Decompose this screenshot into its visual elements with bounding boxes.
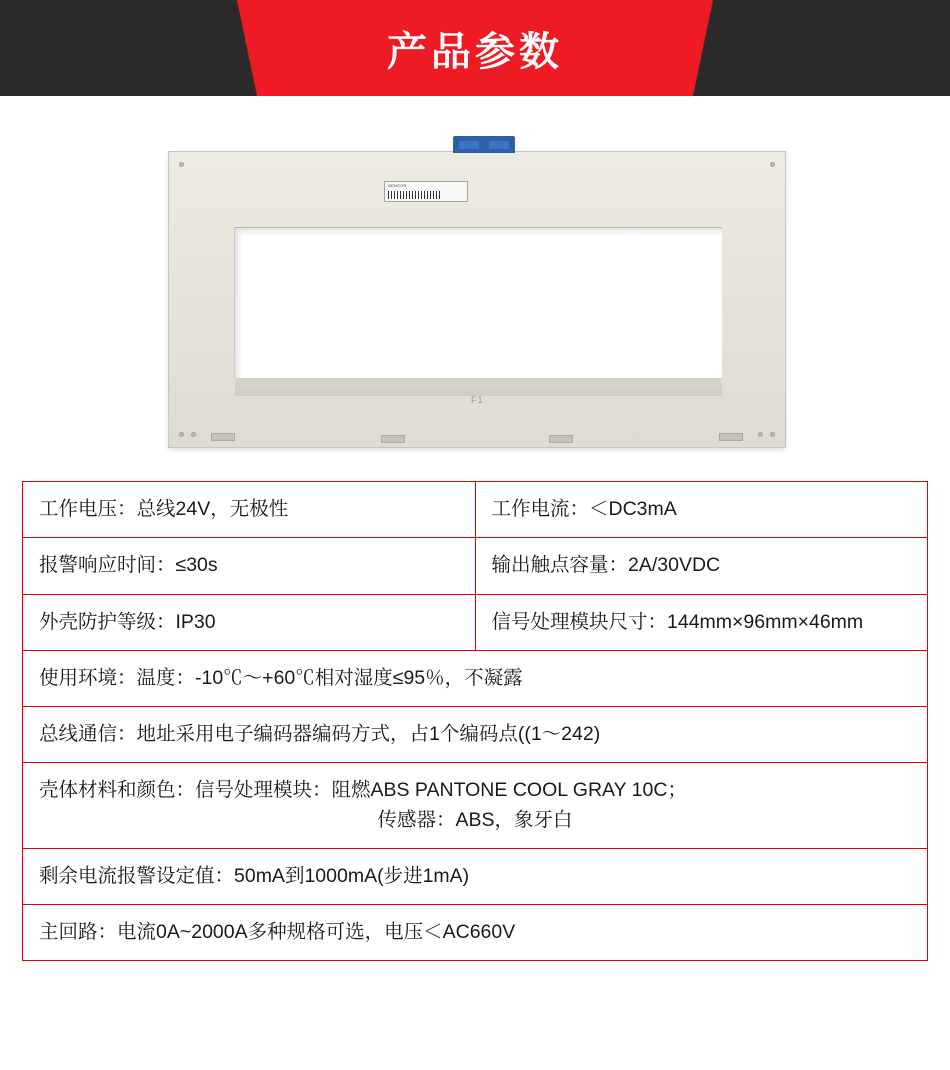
- table-row: [23, 848, 928, 904]
- label-plate-text: SENSOR: [388, 183, 407, 188]
- specifications-table: [22, 481, 928, 961]
- barcode-icon: [388, 191, 440, 199]
- product-label-plate: [384, 181, 468, 202]
- spec-cell-main-circuit: 主回路：电流0A~2000A多种规格可选，电压＜AC660V: [23, 905, 928, 961]
- spec-cell-working-current: 工作电流：＜DC3mA: [475, 482, 928, 538]
- mounting-foot: [381, 435, 405, 443]
- table-row: [23, 763, 928, 849]
- fl-marking: F1: [471, 395, 484, 405]
- table-row: [23, 538, 928, 594]
- screw-icon: [179, 432, 184, 437]
- product-image-rectangular-ct: [168, 151, 786, 448]
- spec-cell-residual-current-alarm-setting: 剩余电流报警设定值：50mA到1000mA(步进1mA): [23, 848, 928, 904]
- screw-icon: [191, 432, 196, 437]
- spec-cell-operating-environment: 使用环境：温度：-10℃～+60℃相对湿度≤95％，不凝露: [23, 650, 928, 706]
- table-row: [23, 707, 928, 763]
- spec-cell-bus-communication: 总线通信：地址采用电子编码器编码方式，占1个编码点((1～242): [23, 707, 928, 763]
- terminal-connector-icon: [453, 136, 515, 153]
- table-row: [23, 482, 928, 538]
- mounting-foot: [719, 433, 743, 441]
- spec-cell-alarm-response-time: 报警响应时间：≤30s: [23, 538, 476, 594]
- spec-cell-housing-material-color: [23, 763, 928, 849]
- spec-cell-module-dimensions: 信号处理模块尺寸：144mm×96mm×46mm: [475, 594, 928, 650]
- ct-aperture-bottom-edge: [235, 378, 722, 396]
- specifications-section: [22, 481, 928, 961]
- screw-icon: [770, 162, 775, 167]
- screw-icon: [758, 432, 763, 437]
- table-row: [23, 905, 928, 961]
- table-row: [23, 650, 928, 706]
- spec-cell-output-contact-capacity: 输出触点容量：2A/30VDC: [475, 538, 928, 594]
- spec-cell-ingress-protection: 外壳防护等级：IP30: [23, 594, 476, 650]
- spec-cell-working-voltage: 工作电压：总线24V，无极性: [23, 482, 476, 538]
- screw-icon: [179, 162, 184, 167]
- housing-material-line-2: 传感器：ABS，象牙白: [377, 808, 573, 831]
- page-title: 产品参数: [387, 29, 563, 74]
- screw-icon: [770, 432, 775, 437]
- page-header-banner: [0, 0, 950, 96]
- ct-aperture: [234, 227, 722, 378]
- product-photo-area: [0, 96, 950, 481]
- table-row: [23, 594, 928, 650]
- mounting-foot: [549, 435, 573, 443]
- mounting-foot: [211, 433, 235, 441]
- housing-material-line-1: 壳体材料和颜色：信号处理模块：阻燃ABS PANTONE COOL GRAY 10C；: [39, 779, 687, 802]
